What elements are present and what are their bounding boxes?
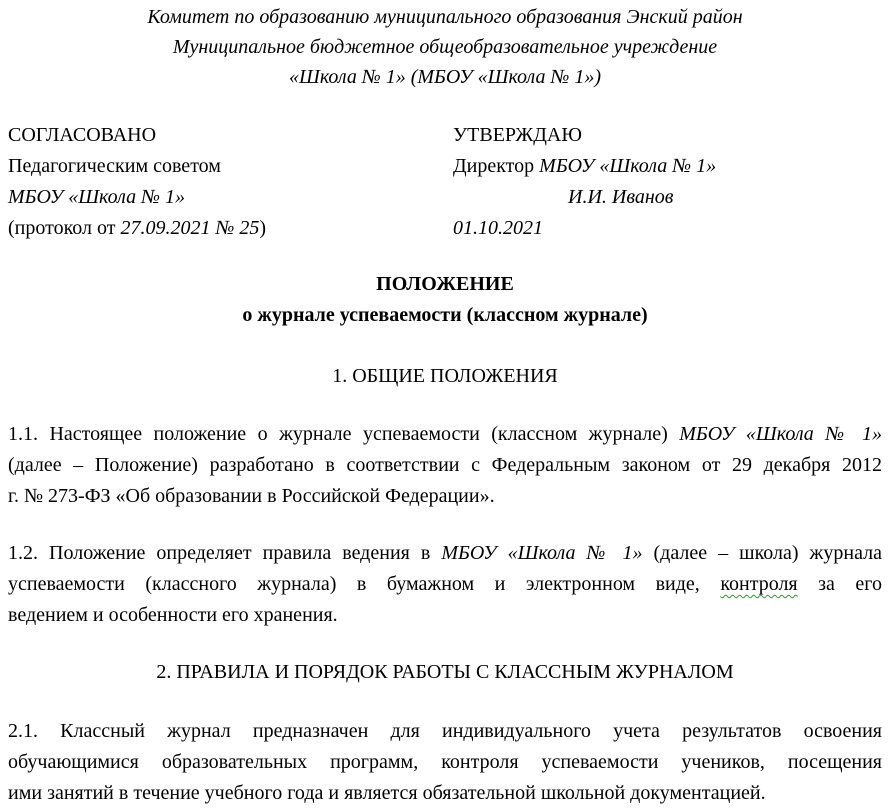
approve-position: Директор МБОУ «Школа № 1» bbox=[453, 155, 717, 177]
header-committee: Комитет по образованию муниципального образования Энский район bbox=[147, 6, 743, 28]
approve-signer: И.И. Иванов bbox=[568, 186, 674, 208]
paragraph-1-2: 1.2. Положение определяет правила ведения в МБОУ «Школа № 1» (далее – школа) журнала успеваемости (классного журнала) в бумажном и электронном виде, контроля за его ведением и особенности его хранения. bbox=[8, 542, 882, 626]
header-institution: Муниципальное бюджетное общеобразовательное учреждение bbox=[172, 36, 718, 58]
protocol-date: 27.09.2021 bbox=[120, 217, 211, 239]
approve-date: 01.10.2021 bbox=[453, 217, 543, 239]
paragraph-1-1: 1.1. Настоящее положение о журнале успеваемости (классном журнале) МБОУ «Школа № 1» (далее – Положение) разработано в соответствии с Федеральным законом от 29 декабря 2012 г. № 273-ФЗ «Об образовании в Российской Федерации». bbox=[8, 423, 882, 507]
agreed-by: Педагогическим советом bbox=[8, 155, 221, 177]
agreed-title: СОГЛАСОВАНО bbox=[8, 124, 157, 146]
section-2-heading: 2. ПРАВИЛА И ПОРЯДОК РАБОТЫ С КЛАССНЫМ ЖУРНАЛОМ bbox=[156, 661, 734, 683]
agreed-org: МБОУ «Школа № 1» bbox=[8, 186, 185, 208]
agreed-column bbox=[8, 120, 448, 244]
paragraph-2-1: 2.1. Классный журнал предназначен для индивидуального учета результатов освоения обучающимися образовательных программ, контроля успеваемости учеников, посещения ими занятий в течение учебного года и является обязательной школьной документацией. bbox=[8, 720, 882, 804]
approve-column bbox=[453, 120, 883, 244]
header-school: «Школа № 1» (МБОУ «Школа № 1») bbox=[288, 66, 602, 88]
document-subtitle: о журнале успеваемости (классном журнале) bbox=[242, 304, 648, 326]
agreed-protocol: (протокол от 27.09.2021 № 25) bbox=[8, 217, 267, 239]
section-1-heading: 1. ОБЩИЕ ПОЛОЖЕНИЯ bbox=[332, 365, 558, 387]
spellcheck-word: контроля bbox=[720, 573, 798, 595]
approve-title: УТВЕРЖДАЮ bbox=[453, 124, 582, 146]
document-title-block bbox=[0, 269, 890, 331]
document-title: ПОЛОЖЕНИЕ bbox=[376, 273, 514, 295]
organization-header bbox=[0, 2, 890, 92]
approve-org: МБОУ «Школа № 1» bbox=[539, 155, 717, 177]
protocol-number: 25 bbox=[239, 217, 260, 239]
